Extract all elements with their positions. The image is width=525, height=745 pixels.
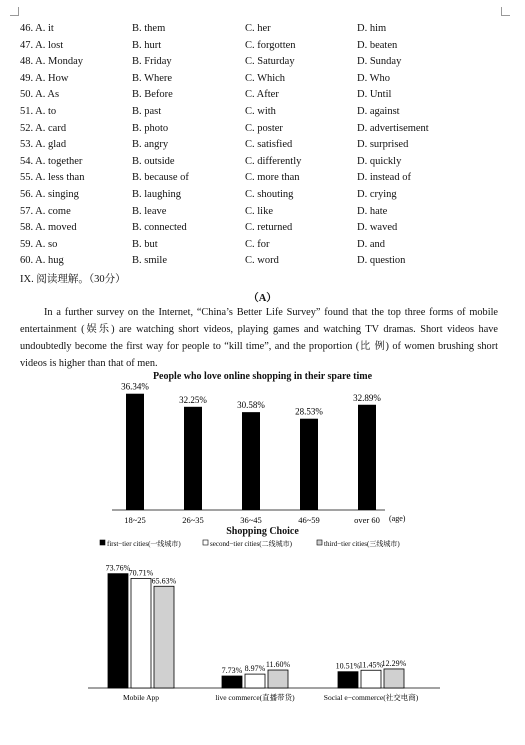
option-d: D. beaten: [357, 39, 398, 51]
bar: [361, 670, 381, 688]
category-label: Mobile App: [122, 693, 160, 702]
option-a: 59. A. so: [20, 238, 58, 250]
answer-options: [20, 21, 500, 270]
tick-label: 18~25: [124, 515, 146, 525]
bar: [338, 672, 358, 688]
option-a: 47. A. lost: [20, 39, 64, 51]
question-row: [20, 170, 500, 187]
bar: [222, 676, 242, 688]
option-c: C. poster: [245, 122, 283, 134]
option-b: B. angry: [132, 139, 169, 151]
data-label: 28.53%: [295, 406, 323, 417]
option-a: 60. A. hug: [20, 255, 64, 267]
tick-label: over 60: [354, 515, 380, 525]
option-a: 53. A. glad: [20, 139, 67, 151]
bar: [108, 574, 128, 688]
option-a: 55. A. less than: [20, 172, 85, 184]
option-d: D. him: [357, 23, 387, 34]
option-d: D. quickly: [357, 155, 402, 167]
passage-text: In a further survey on the Internet, “China’s Better Life Survey” found that the top three forms of mobile entertainment (娱乐) are watching short videos, playing games and watching TV dramas. Short videos have undoubtedly become the first way for people to “kill time”, and the proportion (比 例) of women brushing short videos is higher than that of men.: [20, 307, 498, 369]
option-d: D. question: [357, 255, 406, 267]
bar: [358, 405, 376, 510]
bar: [268, 670, 288, 688]
bar: [300, 419, 318, 510]
question-row: [20, 21, 500, 38]
option-c: C. for: [245, 238, 270, 250]
option-b: B. outside: [132, 155, 175, 167]
option-c: C. more than: [245, 172, 300, 184]
option-a: 57. A. come: [20, 205, 71, 217]
legend-label: third−tier cities(三线城市): [324, 540, 400, 548]
data-label: 30.58%: [237, 400, 265, 411]
option-c: C. returned: [245, 222, 293, 234]
question-row: [20, 253, 500, 270]
question-row: [20, 104, 500, 121]
data-label: 7.73%: [221, 666, 243, 676]
option-a: 49. A. How: [20, 72, 69, 84]
question-row: [20, 121, 500, 138]
option-d: D. Who: [357, 72, 391, 84]
chart2-title: Shopping Choice: [226, 526, 299, 537]
corner-mark-right: [501, 7, 510, 16]
option-c: C. differently: [245, 155, 302, 167]
option-a: 52. A. card: [20, 122, 67, 134]
option-b: B. photo: [132, 122, 169, 134]
question-row: [20, 220, 500, 237]
axis-unit-label: (age): [389, 514, 406, 523]
data-label: 73.76%: [105, 563, 131, 573]
option-d: D. waved: [357, 222, 398, 234]
question-row: [20, 38, 500, 55]
option-b: B. Before: [132, 89, 173, 101]
question-row: [20, 204, 500, 221]
chart1-title: People who love online shopping in their spare time: [152, 371, 373, 382]
option-a: 54. A. together: [20, 155, 83, 167]
question-row: [20, 54, 500, 71]
option-a: 51. A. to: [20, 105, 57, 117]
option-d: D. surprised: [357, 139, 409, 151]
bar: [126, 394, 144, 510]
data-label: 36.34%: [121, 382, 149, 392]
option-a: 58. A. moved: [20, 222, 77, 234]
bar: [384, 669, 404, 688]
data-label: 11.45%: [358, 660, 384, 670]
option-b: B. laughing: [132, 188, 181, 200]
question-row: [20, 87, 500, 104]
corner-mark-left: [10, 7, 19, 16]
option-b: B. smile: [132, 255, 168, 267]
option-c: C. like: [245, 205, 273, 217]
question-row: [20, 187, 500, 204]
option-c: C. After: [245, 89, 279, 101]
option-c: C. shouting: [245, 188, 294, 200]
option-c: C. Which: [245, 72, 286, 84]
question-row: [20, 154, 500, 171]
question-row: [20, 137, 500, 154]
option-a: 46. A. it: [20, 23, 54, 34]
category-label: live commerce(直播带货): [215, 693, 295, 702]
bar: [131, 578, 151, 688]
data-label: 32.89%: [353, 392, 381, 403]
option-d: D. crying: [357, 188, 397, 200]
section-heading: IX. 阅读理解。（30分）: [20, 274, 126, 285]
category-label: Social e−commerce(社交电商): [323, 693, 419, 702]
legend-swatch: [100, 540, 105, 545]
data-label: 8.97%: [244, 664, 266, 674]
data-label: 10.51%: [335, 661, 361, 671]
option-c: C. her: [245, 23, 271, 34]
option-d: D. and: [357, 238, 385, 250]
legend-label: first−tier cities(一线城市): [107, 540, 181, 548]
legend-swatch: [317, 540, 322, 545]
bar: [154, 586, 174, 688]
option-b: B. connected: [132, 222, 187, 234]
option-d: D. against: [357, 105, 400, 117]
question-row: [20, 71, 500, 88]
option-c: C. satisfied: [245, 139, 293, 151]
bar: [245, 674, 265, 688]
option-b: B. leave: [132, 205, 167, 217]
question-row: [20, 237, 500, 254]
option-d: D. Until: [357, 89, 392, 101]
option-d: D. hate: [357, 205, 388, 217]
option-b: B. Where: [132, 72, 173, 84]
option-c: C. word: [245, 255, 279, 267]
data-label: 65.63%: [151, 576, 177, 586]
option-a: 48. A. Monday: [20, 56, 83, 68]
age-bar-chart: [0, 382, 525, 542]
option-a: 56. A. singing: [20, 188, 79, 200]
data-label: 12.29%: [381, 658, 407, 668]
option-c: C. Saturday: [245, 56, 295, 68]
option-b: B. but: [132, 238, 158, 250]
bar: [184, 407, 202, 510]
option-b: B. because of: [132, 172, 189, 184]
data-label: 11.60%: [265, 660, 291, 670]
shopping-choice-chart: [0, 537, 525, 712]
option-c: C. forgotten: [245, 39, 296, 51]
passage-label: （A）: [248, 293, 277, 304]
legend-swatch: [203, 540, 208, 545]
option-a: 50. A. As: [20, 89, 60, 101]
data-label: 70.71%: [128, 568, 154, 578]
tick-label: 36~45: [240, 515, 262, 525]
option-b: B. past: [132, 105, 162, 117]
option-b: B. them: [132, 23, 166, 34]
tick-label: 26~35: [182, 515, 204, 525]
tick-label: 46~59: [298, 515, 320, 525]
data-label: 32.25%: [179, 394, 207, 405]
option-c: C. with: [245, 105, 276, 117]
option-b: B. hurt: [132, 39, 162, 51]
option-b: B. Friday: [132, 56, 172, 68]
bar: [242, 412, 260, 510]
option-d: D. advertisement: [357, 122, 429, 134]
option-d: D. instead of: [357, 172, 411, 184]
legend-label: second−tier cities(二线城市): [210, 540, 292, 548]
option-d: D. Sunday: [357, 56, 402, 68]
